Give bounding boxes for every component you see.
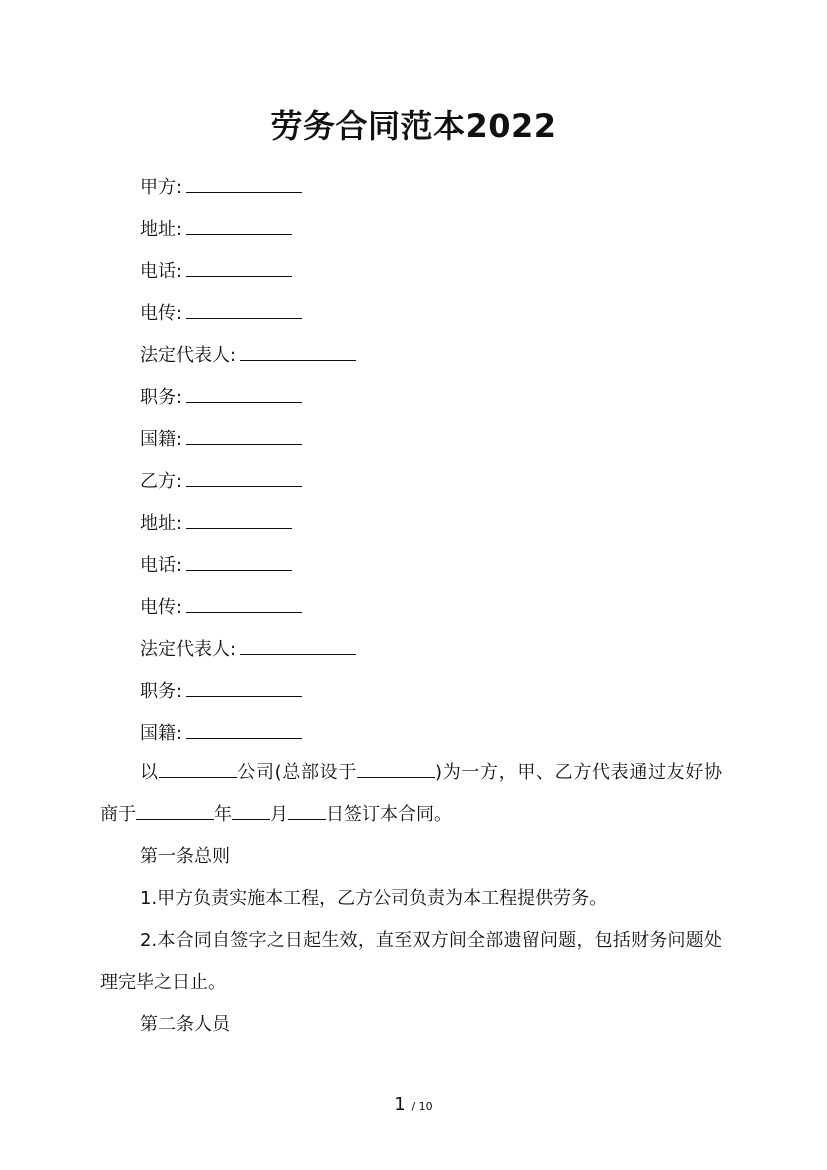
intro-text: 以: [140, 762, 159, 783]
intro-text: 月: [270, 804, 288, 825]
party-b-fax-field: [140, 592, 740, 634]
field-label: 地址:: [140, 219, 183, 240]
blank-line: [186, 466, 302, 487]
blank-line: [232, 799, 270, 820]
blank-line: [186, 214, 292, 235]
page-total: / 10: [411, 1100, 433, 1113]
blank-line: [186, 676, 302, 697]
blank-line: [357, 757, 435, 778]
field-label: 乙方:: [140, 471, 183, 492]
intro-paragraph: [100, 752, 722, 836]
field-label: 国籍:: [140, 723, 183, 744]
section-1-heading: 第一条总则: [140, 846, 230, 867]
blank-line: [186, 424, 302, 445]
party-b-name-field: [140, 466, 740, 508]
blank-line: [240, 634, 356, 655]
party-b-phone-field: [140, 550, 740, 592]
page-footer: [0, 1094, 827, 1115]
field-label: 电话:: [140, 261, 183, 282]
blank-line: [186, 550, 292, 571]
field-label: 电传:: [140, 303, 183, 324]
party-a-representative-field: [140, 340, 740, 382]
page-number: 1: [394, 1094, 406, 1115]
blank-line: [186, 172, 302, 193]
field-label: 国籍:: [140, 429, 183, 450]
party-a-name-field: [140, 172, 740, 214]
blank-line: [186, 718, 302, 739]
intro-text: 日签订本合同。: [326, 804, 452, 825]
party-a-address-field: [140, 214, 740, 256]
blank-line: [186, 298, 302, 319]
intro-text: )为一方，甲、乙方代表通过友好协商于: [100, 762, 722, 825]
field-label: 电话:: [140, 555, 183, 576]
field-label: 职务:: [140, 681, 183, 702]
party-fields: [140, 172, 740, 760]
field-label: 职务:: [140, 387, 183, 408]
field-label: 电传:: [140, 597, 183, 618]
intro-text: 公司(总部设于: [236, 762, 358, 783]
intro-text: 年: [214, 804, 232, 825]
party-a-nationality-field: [140, 424, 740, 466]
section-2-heading: 第二条人员: [140, 1014, 230, 1035]
blank-line: [186, 382, 302, 403]
blank-line: [186, 592, 302, 613]
blank-line: [159, 757, 237, 778]
blank-line: [240, 340, 356, 361]
field-label: 地址:: [140, 513, 183, 534]
section-1-item-2: 2.本合同自签字之日起生效，直至双方间全部遗留问题，包括财务问题处理完毕之日止。: [100, 930, 722, 993]
party-b-position-field: [140, 676, 740, 718]
party-b-address-field: [140, 508, 740, 550]
party-a-position-field: [140, 382, 740, 424]
party-b-representative-field: [140, 634, 740, 676]
field-label: 法定代表人:: [140, 345, 237, 366]
blank-line: [136, 799, 214, 820]
section-1-item-1: 1.甲方负责实施本工程，乙方公司负责为本工程提供劳务。: [140, 888, 608, 909]
blank-line: [288, 799, 326, 820]
party-a-phone-field: [140, 256, 740, 298]
blank-line: [186, 256, 292, 277]
document-title: 劳务合同范本2022: [270, 107, 557, 145]
blank-line: [186, 508, 292, 529]
field-label: 法定代表人:: [140, 639, 237, 660]
field-label: 甲方:: [140, 177, 183, 198]
party-a-fax-field: [140, 298, 740, 340]
contract-body: [100, 752, 722, 1046]
